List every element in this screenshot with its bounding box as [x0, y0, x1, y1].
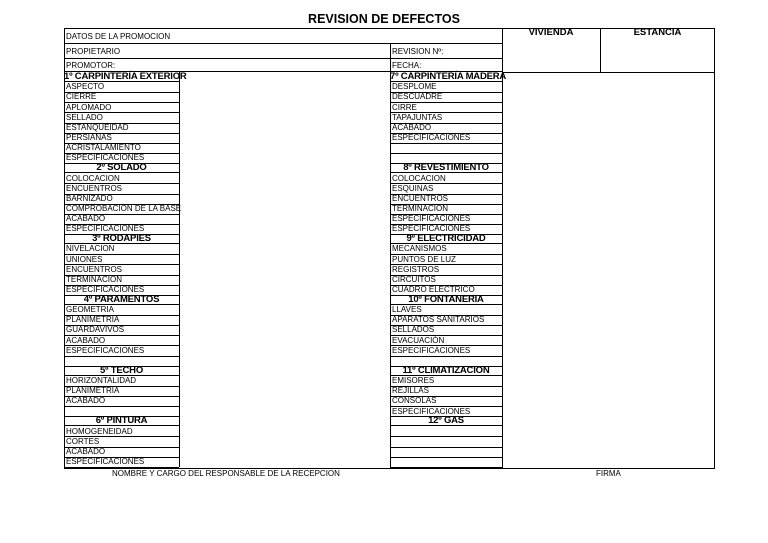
checklist-item: CIRCUITOS [392, 274, 436, 284]
checklist-item: UNIONES [66, 254, 103, 264]
label-box-edge [179, 366, 180, 417]
checklist-item: CONSOLAS [392, 396, 437, 406]
label-box-edge [502, 416, 503, 467]
checklist-item: PLANIMETRIA [66, 386, 120, 396]
checklist-item: DESCUADRE [392, 92, 443, 102]
row-divider [390, 467, 502, 468]
checklist-item: TAPAJUNTAS [392, 112, 443, 122]
checklist-item: ESPECIFICACIONES [392, 224, 471, 234]
section-title: 1º CARPINTERÍA EXTERIOR [64, 71, 187, 82]
label-box-edge [502, 295, 503, 366]
section-title-underline [390, 425, 502, 426]
revision-no-label: REVISION Nº: [392, 47, 444, 56]
checklist-item: BARNIZADO [66, 193, 113, 203]
checklist-item: DESPLOME [392, 82, 437, 92]
propietario-label: PROPIETARIO [66, 47, 121, 56]
checklist-item: ESTANQUEIDAD [66, 122, 129, 132]
datos-promocion-label: DATOS DE LA PROMOCION [66, 32, 171, 41]
checklist-item: ACABADO [392, 122, 432, 132]
page-title: REVISION DE DEFECTOS [308, 12, 460, 26]
row-divider [64, 356, 179, 357]
section-title: 12º GAS [428, 415, 464, 427]
checklist-item: ACABADO [66, 396, 106, 406]
fecha-label: FECHA: [392, 61, 422, 70]
checklist-item: ACRISTALAMIENTO [66, 143, 141, 153]
section-title: 11º CLIMATIZACION [402, 364, 490, 376]
checklist-item: TERMINACION [66, 274, 122, 284]
label-box-edge [502, 366, 503, 417]
checklist-item: ESPECIFICACIONES [66, 457, 145, 467]
firma-label: FIRMA [596, 469, 621, 478]
section-title: 7º CARPINTERÍA MADERA [390, 71, 507, 82]
label-box-edge [502, 163, 503, 234]
section-title: 5º TECHO [99, 364, 144, 376]
checklist-item: COLOCACION [66, 173, 120, 183]
checklist-item: ESPECIFICACIONES [392, 214, 471, 224]
row-divider [64, 467, 179, 468]
row-divider [390, 153, 502, 154]
checklist-item: ESPECIFICACIONES [392, 406, 471, 416]
row-divider [390, 447, 502, 448]
checklist-item: EMISORES [392, 376, 435, 386]
label-box-edge [179, 416, 180, 467]
row-divider [390, 356, 502, 357]
checklist-item: ESPECIFICACIONES [392, 133, 471, 143]
checklist-item: NIVELACION [66, 244, 115, 254]
header-divider [64, 58, 502, 59]
checklist-item: HOMOGENEIDAD [66, 426, 133, 436]
checklist-item: EVACUACIÓN [392, 335, 445, 345]
checklist-item: ENCUENTROS [66, 264, 123, 274]
row-divider [390, 457, 502, 458]
checklist-item: PLANIMETRIA [66, 315, 120, 325]
checklist-item: CORTES [66, 436, 100, 446]
checklist-item: ESPECIFICACIONES [66, 345, 145, 355]
header-divider [64, 43, 502, 44]
checklist-item: GUARDAVIVOS [66, 325, 125, 335]
checklist-item: PUNTOS DE LUZ [392, 254, 456, 264]
label-box-edge [179, 295, 180, 366]
checklist-item: REJILLAS [392, 386, 429, 396]
section-title: 9º ELECTRICIDAD [406, 233, 486, 245]
vivienda-header: VIVIENDA [528, 27, 574, 38]
checklist-item: LLAVES [392, 305, 422, 315]
checklist-item: COMPROBACION DE LA BASE [66, 203, 182, 213]
checklist-item: PERSIANAS [66, 133, 112, 143]
section-title: 10º FONTANERIA [408, 293, 484, 305]
checklist-item: REGISTROS [392, 264, 440, 274]
checklist-item: ESPECIFICACIONES [392, 345, 471, 355]
checklist-item: APLOMADO [66, 102, 112, 112]
header-divider [502, 72, 715, 73]
checklist-item: CIERRE [66, 92, 97, 102]
checklist-item: ASPECTO [66, 82, 105, 92]
row-divider [390, 436, 502, 437]
section-title: 2º SOLADO [96, 162, 147, 174]
label-box-edge [502, 234, 503, 295]
label-box-edge [179, 234, 180, 295]
label-box-edge [502, 72, 503, 163]
checklist-item: SELLADOS [392, 325, 435, 335]
checklist-item: GEOMETRIA [66, 305, 115, 315]
checklist-item: ESPECIFICACIONES [66, 153, 145, 163]
checklist-item: APARATOS SANITARIOS [392, 315, 485, 325]
checklist-item: CUADRO ELECTRICO [392, 285, 475, 294]
section-title: 6º PINTURA [95, 415, 148, 427]
row-divider [390, 143, 502, 144]
checklist-item: ESPECIFICACIONES [66, 285, 145, 294]
checklist-item: ENCUENTROS [66, 183, 123, 193]
checklist-item: MECANISMOS [392, 244, 447, 254]
checklist-item: TERMINACION [392, 203, 448, 213]
promotor-label: PROMOTOR: [66, 61, 116, 70]
row-divider [64, 406, 179, 407]
checklist-item: COLOCACION [392, 173, 446, 183]
checklist-item: ESPECIFICACIONES [66, 224, 145, 234]
checklist-item: ACABADO [66, 214, 106, 224]
checklist-item: ACABADO [66, 335, 106, 345]
section-title: 8º REVESTIMIENTO [403, 162, 489, 174]
checklist-item: CIRRE [392, 102, 417, 112]
responsable-label: NOMBRE Y CARGO DEL RESPONSABLE DE LA RECEPCION [112, 469, 340, 478]
label-box-edge [179, 72, 180, 163]
estancia-header: ESTANCIA [633, 27, 682, 38]
label-box-edge [179, 163, 180, 234]
checklist-item: ENCUENTROS [392, 193, 449, 203]
checklist-item: ESQUINAS [392, 183, 434, 193]
checklist-item: HORIZONTALIDAD [66, 376, 137, 386]
section-title: 4º PARAMENTOS [83, 293, 160, 305]
checklist-item: SELLADO [66, 112, 103, 122]
section-title: 3º RODAPIES [92, 233, 151, 245]
checklist-item: ACABADO [66, 446, 106, 456]
